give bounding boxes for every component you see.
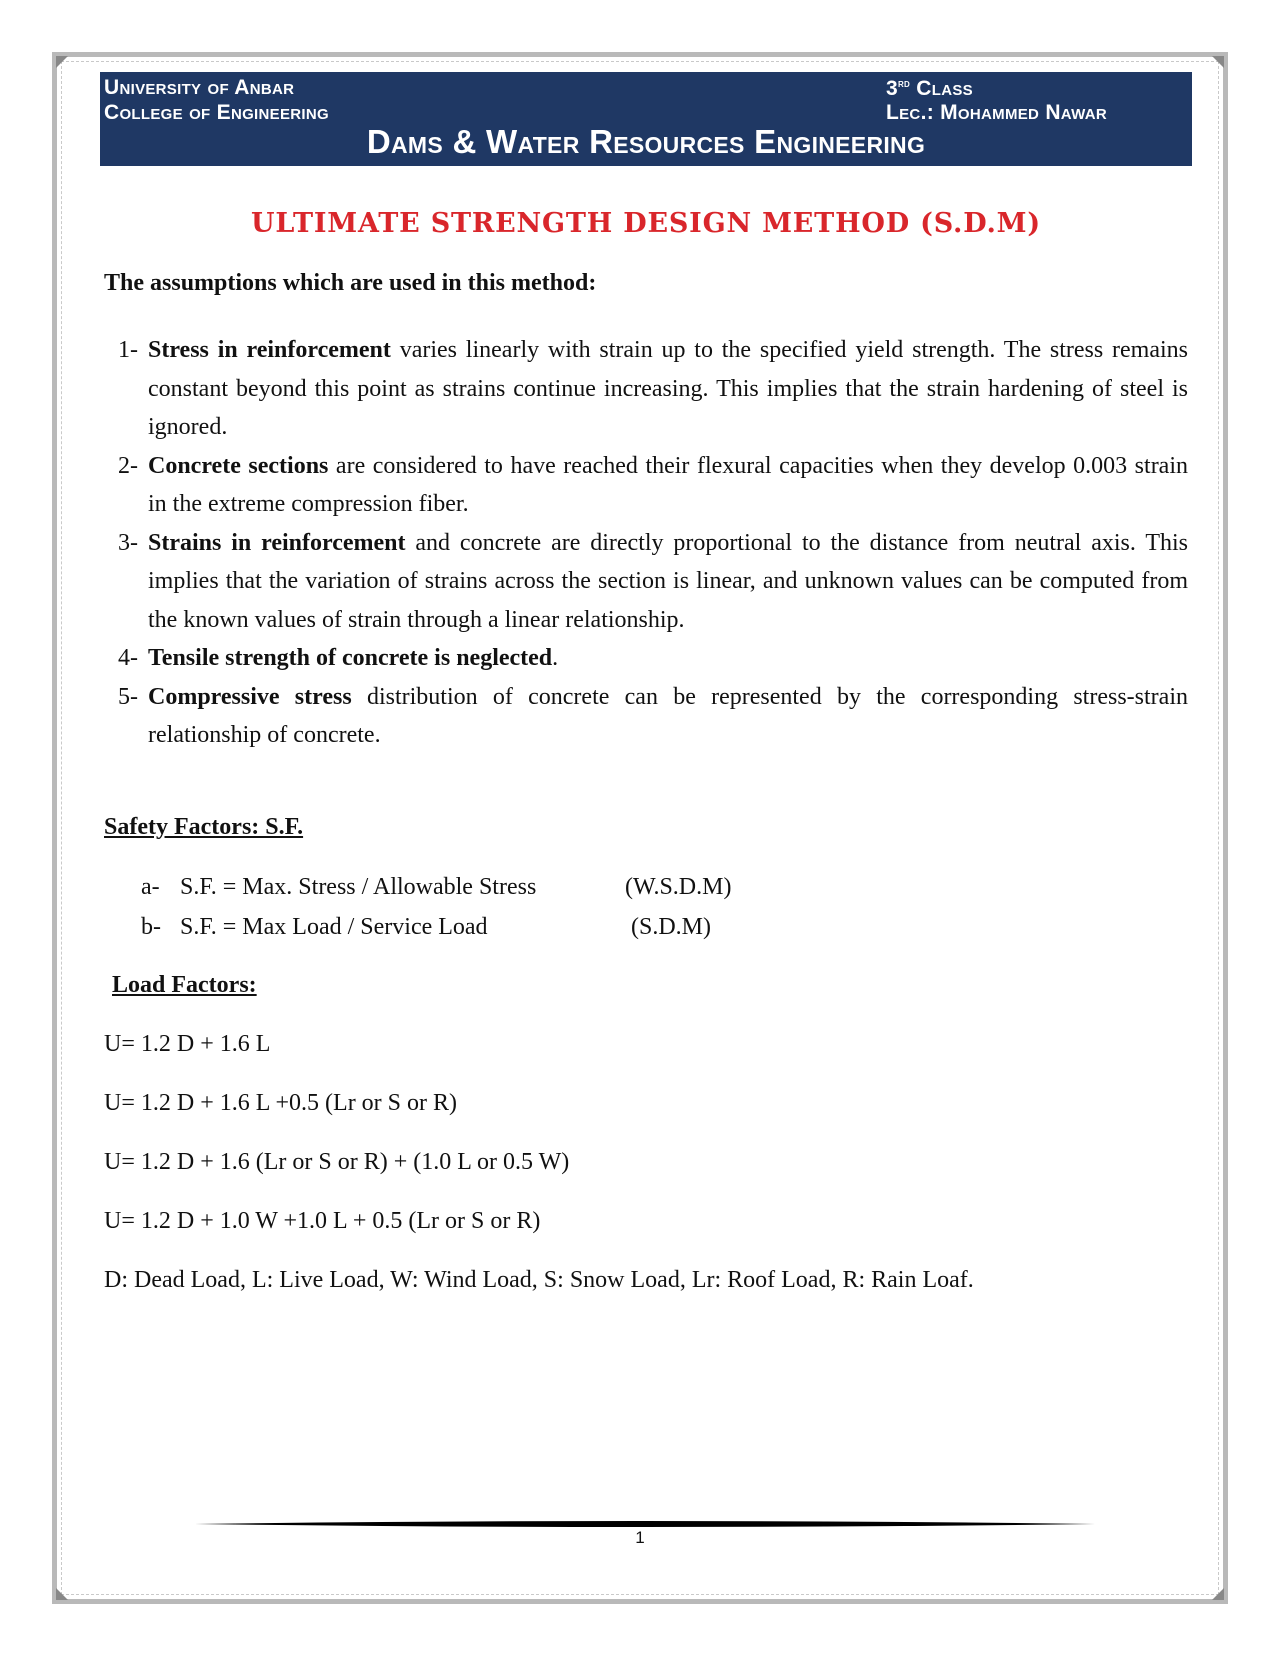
assumption-text: are considered to have reached their flexural capacities when they develop 0.003 strain in the extreme compression fiber. <box>148 452 1189 517</box>
assumption-text: and concrete are directly proportional to the distance from neutral axis. This implies that the variation of strains across the section is linear, and unknown values can be computed from the known values of strain through a linear relationship. <box>148 529 1189 633</box>
corner-ornament-bottom-left <box>56 1588 68 1600</box>
assumption-item <box>104 639 1188 678</box>
assumptions-list <box>104 331 1188 755</box>
corner-ornament-bottom-right <box>1212 1588 1224 1600</box>
assumptions-intro: The assumptions which are used in this method: <box>104 270 597 296</box>
assumption-text: distribution of concrete can be represented by the corresponding stress-strain relationship of concrete. <box>148 683 1188 748</box>
safety-factor-b-label: b- <box>141 914 161 940</box>
document-header <box>100 72 1192 166</box>
assumption-text: . <box>552 645 559 671</box>
assumption-item <box>104 524 1188 640</box>
safety-factor-a-label: a- <box>141 874 160 900</box>
lecturer-name: Lec.: Mohammed Nawar <box>886 101 1107 124</box>
assumption-number: 1- <box>118 337 138 363</box>
safety-factors-heading: Safety Factors: S.F. <box>104 814 304 840</box>
load-combination-equation: U= 1.2 D + 1.6 (Lr or S or R) + (1.0 L or 0.5 W) <box>104 1149 570 1175</box>
load-factors-heading: Load Factors: <box>112 972 257 998</box>
class-word: Class <box>910 77 973 100</box>
assumption-item <box>104 678 1188 755</box>
corner-ornament-top-right <box>1212 56 1224 68</box>
assumption-number: 2- <box>118 452 138 479</box>
class-number: 3 <box>886 77 898 100</box>
page-number: 1 <box>635 1528 645 1547</box>
load-combination-equation: U= 1.2 D + 1.0 W +1.0 L + 0.5 (Lr or S or R) <box>104 1208 541 1234</box>
college-name: College of Engineering <box>104 101 329 124</box>
university-name: University of Anbar <box>104 76 295 99</box>
assumption-bold-term: Concrete sections <box>148 452 329 479</box>
assumption-bold-term: Stress in reinforcement <box>148 337 391 363</box>
assumption-number: 5- <box>118 683 138 710</box>
course-title: Dams & Water Resources Engineering <box>366 123 926 160</box>
assumption-item <box>104 331 1188 447</box>
assumption-number: 3- <box>118 529 138 556</box>
page-title: ULTIMATE STRENGTH DESIGN METHOD (S.D.M) <box>251 208 1041 239</box>
assumption-text: varies linearly with strain up to the specified yield strength. The stress remains constant beyond this point as strains continue increasing. This implies that the strain hardening of steel is ignored. <box>148 337 1189 440</box>
corner-ornament-top-left <box>56 56 68 68</box>
assumption-bold-term: Tensile strength of concrete is neglected <box>148 645 553 671</box>
safety-factor-b-formula: S.F. = Max Load / Service Load <box>180 914 488 940</box>
safety-factor-b-method: (S.D.M) <box>631 914 712 940</box>
assumption-item <box>104 447 1188 524</box>
load-symbols-legend: D: Dead Load, L: Live Load, W: Wind Load, S: Snow Load, Lr: Roof Load, R: Rain Loaf. <box>104 1267 974 1293</box>
assumption-bold-term: Compressive stress <box>148 683 352 710</box>
safety-factor-a-method: (W.S.D.M) <box>625 874 732 900</box>
load-combination-equation: U= 1.2 D + 1.6 L +0.5 (Lr or S or R) <box>104 1090 458 1116</box>
class-label <box>886 76 973 101</box>
assumption-bold-term: Strains in reinforcement <box>148 529 406 556</box>
safety-factor-a-formula: S.F. = Max. Stress / Allowable Stress <box>180 874 537 900</box>
class-ordinal-suffix: rd <box>897 76 911 90</box>
assumption-number: 4- <box>118 645 138 671</box>
load-combination-equation: U= 1.2 D + 1.6 L <box>104 1031 271 1057</box>
footer-rule <box>195 1520 1095 1528</box>
